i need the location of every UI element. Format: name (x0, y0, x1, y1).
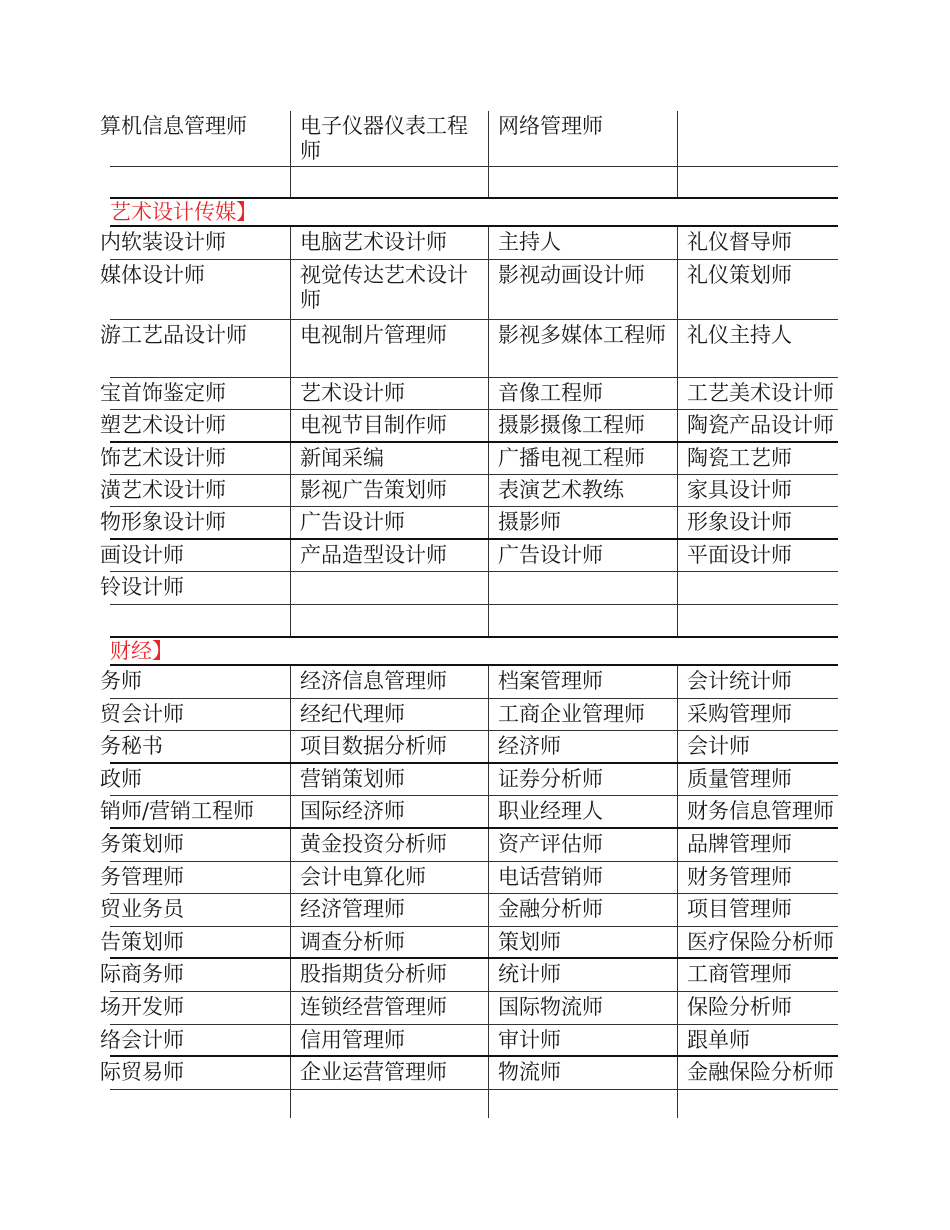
table-cell: 饰艺术设计师 (100, 446, 226, 470)
table-cell: 股指期货分析师 (290, 959, 488, 991)
table-cell: 信用管理师 (290, 1025, 488, 1055)
section-header-art (110, 199, 838, 227)
table-cell: 宝首饰鉴定师 (100, 381, 226, 405)
table-cell (290, 605, 488, 636)
table-cell: 礼仪主持人 (677, 320, 838, 377)
table-cell: 证券分析师 (488, 764, 677, 795)
table-cell (677, 167, 838, 197)
table-cell: 政师 (100, 767, 142, 791)
table-row (100, 260, 838, 320)
table-cell: 际商务师 (100, 962, 184, 986)
table-cell: 塑艺术设计师 (100, 413, 226, 437)
table-cell: 影视动画设计师 (488, 260, 677, 319)
table-row (100, 507, 838, 540)
table-cell: 金融分析师 (488, 894, 677, 926)
table-cell: 工商管理师 (677, 959, 838, 991)
table-cell: 影视多媒体工程师 (488, 320, 677, 377)
table-cell: 工艺美术设计师 (677, 378, 838, 409)
table-cell: 陶瓷工艺师 (677, 443, 838, 474)
table-cell: 会计统计师 (677, 666, 838, 698)
table-cell: 国际物流师 (488, 992, 677, 1024)
table-cell: 告策划师 (100, 930, 184, 954)
table-cell: 工商企业管理师 (488, 699, 677, 730)
table-cell: 经济师 (488, 731, 677, 762)
table-cell: 场开发师 (100, 995, 184, 1019)
table-cell: 销师/营销工程师 (100, 799, 255, 823)
table-cell: 品牌管理师 (677, 829, 838, 861)
table-cell: 媒体设计师 (100, 263, 205, 287)
table-cell (290, 1090, 488, 1118)
table-row (100, 1057, 838, 1090)
table-cell (677, 605, 838, 636)
table-cell: 电视制片管理师 (290, 320, 488, 377)
table-cell: 平面设计师 (677, 540, 838, 571)
table-cell: 务秘书 (100, 734, 163, 758)
table-row (100, 475, 838, 507)
table-row (110, 1090, 838, 1118)
table-cell: 贸业务员 (100, 897, 184, 921)
table-cell: 礼仪督导师 (677, 227, 838, 259)
table-cell: 视觉传达艺术设计师 (290, 260, 488, 319)
table-cell (110, 605, 290, 636)
table-cell: 审计师 (488, 1025, 677, 1055)
table-row (100, 540, 838, 572)
table-cell: 电话营销师 (488, 862, 677, 893)
table-cell: 职业经理人 (488, 796, 677, 827)
table-cell: 档案管理师 (488, 666, 677, 698)
section-title: 艺术设计传媒】 (110, 200, 257, 224)
table-row (110, 605, 838, 638)
table-cell: 电视节目制作师 (290, 410, 488, 441)
table-cell: 项目数据分析师 (290, 731, 488, 762)
table-row (100, 992, 838, 1025)
table-cell: 摄影师 (488, 507, 677, 538)
table-cell: 音像工程师 (488, 378, 677, 409)
table-cell: 陶瓷产品设计师 (677, 410, 838, 441)
table-cell: 主持人 (488, 227, 677, 259)
table-cell: 金融保险分析师 (677, 1057, 838, 1089)
table-cell (488, 167, 677, 197)
table-cell: 经纪代理师 (290, 699, 488, 730)
table-cell (110, 167, 290, 197)
table-cell: 质量管理师 (677, 764, 838, 795)
table-cell: 摄影摄像工程师 (488, 410, 677, 441)
table-row (100, 927, 838, 959)
table-row (100, 666, 838, 699)
table-cell: 策划师 (488, 927, 677, 957)
table-row (100, 227, 838, 260)
table-row (100, 862, 838, 894)
section-title: 财经】 (110, 639, 173, 663)
table-row (100, 410, 838, 443)
table-cell: 电脑艺术设计师 (290, 227, 488, 259)
table-cell: 黄金投资分析师 (290, 829, 488, 861)
table-row (100, 443, 838, 475)
table-cell: 铃设计师 (100, 575, 184, 599)
table-cell: 际贸易师 (100, 1060, 184, 1084)
table-cell (290, 167, 488, 197)
table-cell (488, 605, 677, 636)
table-cell (677, 1090, 838, 1118)
table-row (100, 959, 838, 992)
table-cell: 跟单师 (677, 1025, 838, 1055)
table-cell: 电子仪器仪表工程师 (290, 111, 488, 166)
table-cell: 国际经济师 (290, 796, 488, 827)
table-cell: 经济管理师 (290, 894, 488, 926)
table-cell: 游工艺品设计师 (100, 323, 247, 347)
table-row (100, 378, 838, 410)
table-row (100, 1025, 838, 1057)
table-row (100, 829, 838, 862)
table-cell: 产品造型设计师 (290, 540, 488, 571)
table-cell (677, 111, 838, 166)
table-cell: 表演艺术教练 (488, 475, 677, 506)
table-cell: 保险分析师 (677, 992, 838, 1024)
table-row (100, 894, 838, 927)
table-row (100, 111, 838, 167)
table-cell (677, 572, 838, 604)
table-cell: 务师 (100, 669, 142, 693)
table-cell: 资产评估师 (488, 829, 677, 861)
table-cell: 经济信息管理师 (290, 666, 488, 698)
table-cell: 调查分析师 (290, 927, 488, 957)
table-cell: 广播电视工程师 (488, 443, 677, 474)
table-row (110, 167, 838, 199)
table-cell: 务策划师 (100, 832, 184, 856)
table-cell (110, 1090, 290, 1118)
table-cell: 营销策划师 (290, 764, 488, 795)
section-header-finance (110, 638, 838, 666)
table-cell: 络会计师 (100, 1028, 184, 1052)
table-cell: 财务管理师 (677, 862, 838, 893)
table-cell: 采购管理师 (677, 699, 838, 730)
table-row (100, 699, 838, 731)
table-cell: 广告设计师 (488, 540, 677, 571)
table-cell: 连锁经营管理师 (290, 992, 488, 1024)
table-cell (488, 572, 677, 604)
table-cell: 物形象设计师 (100, 510, 226, 534)
table-cell (290, 572, 488, 604)
table-cell: 财务信息管理师 (677, 796, 838, 827)
table-cell: 贸会计师 (100, 702, 184, 726)
table-cell: 企业运营管理师 (290, 1057, 488, 1089)
table-cell: 网络管理师 (488, 111, 677, 166)
table-cell: 影视广告策划师 (290, 475, 488, 506)
table-cell: 内软装设计师 (100, 230, 226, 254)
table-cell: 礼仪策划师 (677, 260, 838, 319)
table-cell: 会计电算化师 (290, 862, 488, 893)
table-cell: 新闻采编 (290, 443, 488, 474)
table-row (100, 764, 838, 796)
table-cell: 会计师 (677, 731, 838, 762)
table-row (100, 320, 838, 378)
table-cell: 画设计师 (100, 543, 184, 567)
table-cell: 医疗保险分析师 (677, 927, 838, 957)
table-cell: 物流师 (488, 1057, 677, 1089)
job-table (100, 111, 838, 1118)
table-cell: 艺术设计师 (290, 378, 488, 409)
table-row (100, 796, 838, 829)
table-cell: 算机信息管理师 (100, 114, 247, 138)
table-cell: 统计师 (488, 959, 677, 991)
table-cell (488, 1090, 677, 1118)
table-row (100, 731, 838, 764)
table-cell: 潢艺术设计师 (100, 478, 226, 502)
table-cell: 形象设计师 (677, 507, 838, 538)
table-cell: 家具设计师 (677, 475, 838, 506)
table-cell: 务管理师 (100, 865, 184, 889)
table-row (100, 572, 838, 605)
table-cell: 项目管理师 (677, 894, 838, 926)
table-cell: 广告设计师 (290, 507, 488, 538)
